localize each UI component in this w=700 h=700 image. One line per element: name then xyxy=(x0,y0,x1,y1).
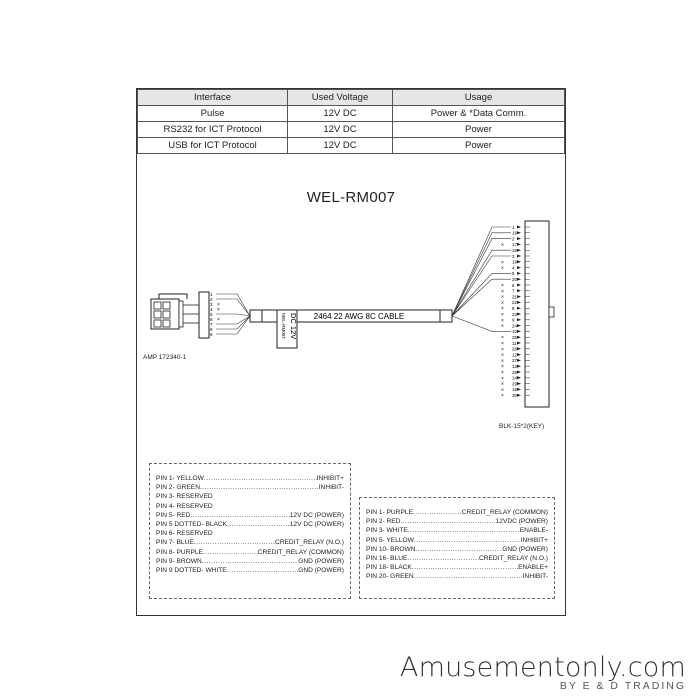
pin-terminal-icon xyxy=(517,336,521,339)
unused-pin-mark: × xyxy=(501,242,504,249)
pin-legend-value: ENABLE- xyxy=(519,527,548,535)
right-pin-number: 1 xyxy=(512,224,515,230)
unused-pin-mark: × xyxy=(501,346,504,353)
header-usage: Usage xyxy=(393,90,565,106)
pin-legend-row xyxy=(366,517,548,526)
pin-legend-value: INHIBIT- xyxy=(522,573,548,581)
pin-legend-value: INHIBIT+ xyxy=(316,475,344,482)
tag-voltage: DC 12V xyxy=(289,313,298,340)
pin-legend-value: 12V DC (POWER) xyxy=(289,521,344,529)
pin-terminal-icon xyxy=(517,388,521,391)
pin-legend-row xyxy=(156,538,344,547)
header-used-voltage: Used Voltage xyxy=(288,90,393,106)
wire xyxy=(216,314,250,316)
pin-legend-value: GND (POWER) xyxy=(298,557,344,565)
table-cell: Power & *Data Comm. xyxy=(393,106,565,122)
pin-terminal-icon xyxy=(517,324,521,327)
pin-terminal-icon xyxy=(517,318,521,321)
right-pin-number: 30 xyxy=(512,393,518,398)
leader-dots xyxy=(194,538,275,547)
pin-terminal-icon xyxy=(517,260,521,263)
pin-terminal-icon xyxy=(517,249,521,252)
right-pin-number: 17 xyxy=(512,242,518,248)
header-interface: Interface xyxy=(138,90,288,106)
right-pin-number: 26 xyxy=(512,346,518,352)
pin-legend-value: ENABLE+ xyxy=(518,564,548,572)
pin-terminal-icon xyxy=(517,231,521,234)
unused-pin-mark: × xyxy=(501,323,504,330)
pin-legend-label: PIN 3- RESERVED xyxy=(156,493,213,501)
table-cell: 12V DC xyxy=(288,138,393,154)
pin-terminal-icon xyxy=(517,255,521,258)
leader-dots xyxy=(204,474,317,483)
left-pin-number: 1 xyxy=(210,292,213,297)
pin-terminal-icon xyxy=(517,313,521,316)
right-pin-number: 15 xyxy=(512,387,518,393)
pin-legend-label: PIN 1- YELLOW xyxy=(156,475,204,482)
unused-pin-mark: × xyxy=(501,387,504,394)
pin-legend-row xyxy=(156,557,344,566)
right-pin-number: 13 xyxy=(512,364,518,369)
pin-legend-row xyxy=(156,548,344,557)
pin-legend-label: PIN 3- WHITE xyxy=(366,527,408,535)
unused-pin-mark: × xyxy=(501,283,504,289)
unused-pin-mark: × xyxy=(501,265,504,272)
pin-terminal-icon xyxy=(517,301,521,304)
leader-dots xyxy=(414,536,521,545)
pin-legend-value: CREDIT_RELAY (COMMON) xyxy=(257,548,344,556)
pin-legend-label: PIN 4- RESERVED xyxy=(156,502,213,510)
pin-legend-label: PIN 10- BROWN xyxy=(366,545,416,553)
unused-pin-mark: × xyxy=(501,300,504,307)
pin-legend-label: PIN 7- BLUE xyxy=(156,539,194,547)
left-pin-number: 8 xyxy=(210,327,213,332)
pin-legend-label: PIN 2- RED xyxy=(366,518,401,526)
pin-legend-value: INHIBIT+ xyxy=(520,536,548,544)
unused-pin-mark: × xyxy=(501,294,504,301)
right-pin-number: 14 xyxy=(512,375,518,381)
pin-legend-label: PIN 16- BLUE xyxy=(366,555,408,563)
leader-dots xyxy=(412,563,518,572)
pin-terminal-icon xyxy=(517,365,521,368)
unused-pin-mark: × xyxy=(501,259,504,266)
right-pin-number: 25 xyxy=(512,335,518,340)
unused-pin-mark: × xyxy=(217,317,220,323)
right-pin-number: 3 xyxy=(512,253,515,259)
brand-subtitle: BY E & D TRADING xyxy=(559,680,686,692)
pin-terminal-icon xyxy=(517,353,521,356)
leader-dots xyxy=(203,548,258,557)
left-pin-labels xyxy=(210,292,213,337)
pin-legend-label: PIN 1- PURPLE xyxy=(366,509,413,516)
right-pin-number: 4 xyxy=(512,265,515,271)
pin-terminal-icon xyxy=(517,289,521,292)
voltage-tag xyxy=(277,310,298,348)
right-pin-number: 27 xyxy=(512,358,518,364)
left-connector-label: AMP 172340-1 xyxy=(143,354,187,361)
unused-pin-mark: × xyxy=(501,312,504,318)
pin-legend-label: PIN 9 DOTTED- WHITE xyxy=(156,567,227,575)
left-pin-number: 6 xyxy=(210,317,213,322)
pin-terminal-icon xyxy=(517,226,521,229)
tag-model: WEL-RM007 xyxy=(281,313,286,339)
right-pin-number: 28 xyxy=(512,369,518,375)
pin-legend-label: PIN 9- BROWN xyxy=(156,557,202,565)
leader-dots xyxy=(227,566,299,575)
right-wires xyxy=(452,226,521,400)
pin-terminal-icon xyxy=(517,243,521,246)
right-pin-number: 18 xyxy=(512,248,518,253)
pin-legend-label: PIN 5 DOTTED- BLACK xyxy=(156,521,228,529)
left-pin-number: 9 xyxy=(210,332,213,337)
leader-dots xyxy=(400,517,495,526)
pin-legend-value: INHIBIT- xyxy=(318,484,344,492)
brand-name: Amusementonly.com xyxy=(399,652,686,683)
right-pin-number: 2 xyxy=(512,236,515,242)
pin-legend-row xyxy=(366,563,548,572)
pin-terminal-icon xyxy=(517,237,521,240)
leader-dots xyxy=(413,508,462,517)
pin-legend-row xyxy=(156,520,344,529)
pin-legend-row xyxy=(156,529,344,538)
unused-pin-mark: × xyxy=(501,335,504,342)
pin-legend-value: 12VDC (POWER) xyxy=(495,518,548,526)
pin-legend-value: CREDIT_RELAY (COMMON) xyxy=(461,509,548,516)
unused-pin-mark: × xyxy=(501,381,504,388)
pin-legend-row xyxy=(156,474,344,483)
table-cell: 12V DC xyxy=(288,122,393,138)
right-pin-number: 5 xyxy=(512,271,515,277)
pin-legend-row xyxy=(156,483,344,492)
right-pin-number: 9 xyxy=(512,317,515,323)
pin-terminal-icon xyxy=(517,342,521,345)
pin-terminal-icon xyxy=(517,272,521,275)
wire xyxy=(216,316,250,329)
wire xyxy=(216,294,250,316)
wire xyxy=(216,316,250,334)
left-pin-number: 7 xyxy=(210,322,213,327)
leader-dots xyxy=(414,572,523,581)
leader-dots xyxy=(200,483,319,492)
right-pin-number: 16 xyxy=(512,230,518,236)
pin-terminal-icon xyxy=(517,278,521,281)
right-pin-legend xyxy=(359,497,555,599)
unused-pin-mark: × xyxy=(501,306,504,313)
unused-pin-mark: × xyxy=(501,288,504,295)
right-pin-labels xyxy=(512,225,518,398)
table-cell: RS232 for ICT Protocol xyxy=(138,122,288,138)
pin-legend-label: PIN 18- BLACK xyxy=(366,564,412,572)
pin-legend-label: PIN 20- GREEN xyxy=(366,573,414,581)
leader-dots xyxy=(227,520,290,529)
right-pin-number: 10 xyxy=(512,329,518,335)
left-connector xyxy=(151,292,209,338)
pin-terminal-icon xyxy=(517,394,521,397)
table-cell: Power xyxy=(393,122,565,138)
right-pin-number: 6 xyxy=(512,282,515,288)
right-pin-number: 29 xyxy=(512,381,518,387)
pin-terminal-icon xyxy=(517,371,521,374)
right-pin-number: 21 xyxy=(512,294,518,300)
right-pin-number: 11 xyxy=(512,340,517,346)
pin-legend-row xyxy=(156,502,344,511)
pin-legend-row xyxy=(366,545,548,554)
leader-dots xyxy=(202,557,298,566)
brand xyxy=(400,652,686,692)
right-pin-number: 24 xyxy=(512,323,518,329)
right-pin-number: 8 xyxy=(512,306,515,311)
pin-legend-value: CREDIT_RELAY (N.O.) xyxy=(274,539,344,547)
pin-terminal-icon xyxy=(517,382,521,385)
unused-pin-mark: × xyxy=(501,352,504,359)
pin-legend-row xyxy=(366,536,548,545)
pin-legend-value: 12V DC (POWER) xyxy=(289,511,344,519)
table-cell: Power xyxy=(393,138,565,154)
model-title: WEL-RM007 xyxy=(306,189,396,206)
cable-label: 2464 22 AWG 8C CABLE xyxy=(313,312,405,321)
unused-pin-mark: × xyxy=(501,358,504,365)
leader-dots xyxy=(408,526,520,535)
pin-terminal-icon xyxy=(517,347,521,350)
leader-dots xyxy=(407,554,479,563)
pin-legend-row xyxy=(366,572,548,581)
leader-dots xyxy=(415,545,502,554)
pin-legend-value: GND (POWER) xyxy=(298,567,344,575)
left-pin-number: 5 xyxy=(210,312,213,317)
pin-legend-row xyxy=(156,492,344,501)
left-wires xyxy=(216,294,250,334)
unused-pin-mark: × xyxy=(501,393,504,400)
pin-legend-value: GND (POWER) xyxy=(502,545,548,553)
left-pin-legend xyxy=(149,463,351,599)
right-pin-number: 20 xyxy=(512,277,518,282)
right-pin-number: 7 xyxy=(512,288,515,294)
pin-legend-label: PIN 5- YELLOW xyxy=(366,536,414,544)
pin-legend-value: CREDIT_RELAY (N.O.) xyxy=(478,555,548,563)
unused-pin-mark: × xyxy=(217,307,220,313)
pin-legend-label: PIN 5- RED xyxy=(156,511,191,519)
right-pin-number: 12 xyxy=(512,352,518,358)
leader-dots xyxy=(190,511,289,520)
pin-legend-label: PIN 2- GREEN xyxy=(156,484,200,492)
pin-terminal-icon xyxy=(517,376,521,379)
right-pin-number: 22 xyxy=(512,300,518,306)
pin-terminal-icon xyxy=(517,330,521,333)
pin-legend-row xyxy=(366,526,548,535)
pin-terminal-icon xyxy=(517,266,521,269)
table-cell: USB for ICT Protocol xyxy=(138,138,288,154)
pin-legend-row xyxy=(366,554,548,563)
right-pin-number: 23 xyxy=(512,311,518,317)
unused-pin-mark: × xyxy=(501,317,504,324)
left-pin-number: 2 xyxy=(210,297,213,302)
pin-legend-label: PIN 8- PURPLE xyxy=(156,548,203,556)
unused-pin-mark: × xyxy=(217,302,220,308)
pin-legend-row xyxy=(156,566,344,575)
left-pin-number: 4 xyxy=(210,307,213,312)
pin-terminal-icon xyxy=(517,284,521,287)
pin-legend-row xyxy=(156,511,344,520)
right-connector xyxy=(525,221,554,407)
table-cell: 12V DC xyxy=(288,106,393,122)
pin-legend-row xyxy=(366,508,548,517)
pin-terminal-icon xyxy=(517,295,521,298)
pin-terminal-icon xyxy=(517,307,521,310)
unused-pin-mark: × xyxy=(501,341,504,347)
table-cell: Pulse xyxy=(138,106,288,122)
unused-pin-mark: × xyxy=(501,375,504,382)
right-connector-label: BLK-15*2(KEY) xyxy=(499,423,545,430)
pin-legend-label: PIN 6- RESERVED xyxy=(156,530,213,538)
unused-pin-mark: × xyxy=(501,370,504,376)
wiring-sheet xyxy=(136,88,566,616)
pin-terminal-icon xyxy=(517,359,521,362)
right-pin-number: 19 xyxy=(512,259,518,265)
unused-pin-mark: × xyxy=(501,364,504,371)
left-pin-number: 3 xyxy=(210,302,213,307)
